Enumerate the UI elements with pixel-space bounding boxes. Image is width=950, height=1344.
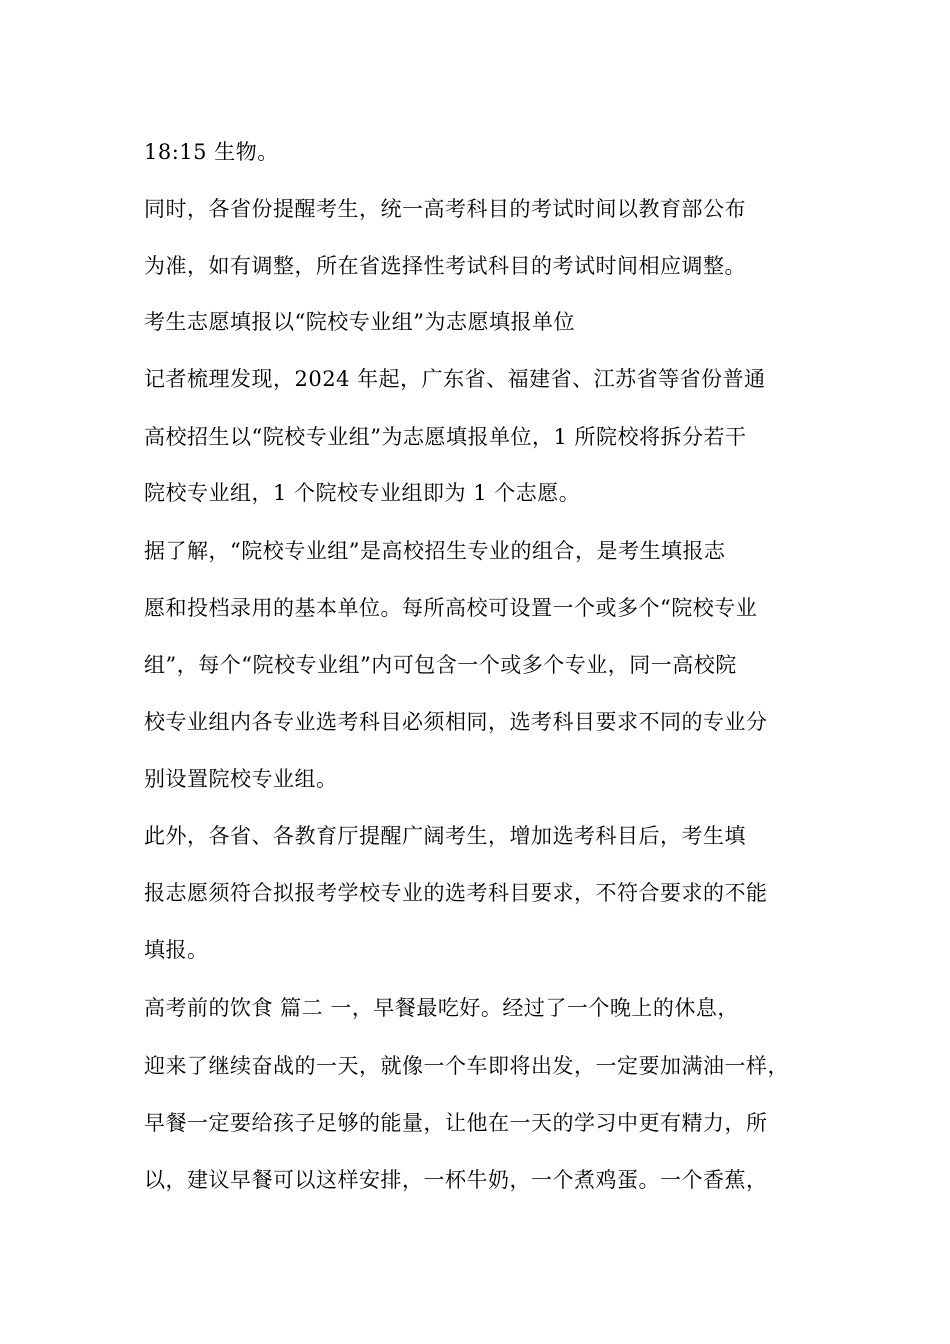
- text-line: 院校专业组，1 个院校专业组即为 1 个志愿。: [144, 481, 581, 505]
- text-line: 校专业组内各专业选考科目必须相同，选考科目要求不同的专业分: [144, 710, 768, 734]
- text-line: 高考前的饮食 篇二 一，早餐最吃好。经过了一个晚上的休息，: [144, 996, 739, 1020]
- text-line: 此外，各省、各教育厅提醒广阔考生，增加选考科目后，考生填: [144, 824, 746, 848]
- text-line: 组”，每个“院校专业组”内可包含一个或多个专业，同一高校院: [144, 653, 737, 677]
- text-line: 填报。: [144, 938, 209, 962]
- text-line: 据了解，“院校专业组”是高校招生专业的组合，是考生填报志: [144, 539, 726, 563]
- section-heading: 考生志愿填报以“院校专业组”为志愿填报单位: [144, 310, 575, 334]
- text-line: 同时，各省份提醒考生，统一高考科目的考试时间以教育部公布: [144, 197, 746, 221]
- text-line: 早餐一定要给孩子足够的能量，让他在一天的学习中更有精力，所: [144, 1111, 768, 1135]
- text-line: 高校招生以“院校专业组”为志愿填报单位，1 所院校将拆分若干: [144, 425, 747, 449]
- text-line: 别设置院校专业组。: [144, 767, 338, 791]
- text-line: 为准，如有调整，所在省选择性考试科目的考试时间相应调整。: [144, 254, 746, 278]
- text-line: 以，建议早餐可以这样安排，一杯牛奶，一个煮鸡蛋。一个香蕉，: [144, 1168, 768, 1192]
- text-line: 迎来了继续奋战的一天，就像一个车即将出发，一定要加满油一样，: [144, 1054, 789, 1078]
- text-line: 记者梳理发现，2024 年起，广东省、福建省、江苏省等省份普通: [144, 367, 766, 391]
- text-line: 18:15 生物。: [144, 140, 279, 164]
- text-line: 报志愿须符合拟报考学校专业的选考科目要求，不符合要求的不能: [144, 881, 768, 905]
- text-line: 愿和投档录用的基本单位。每所高校可设置一个或多个“院校专业: [144, 596, 758, 620]
